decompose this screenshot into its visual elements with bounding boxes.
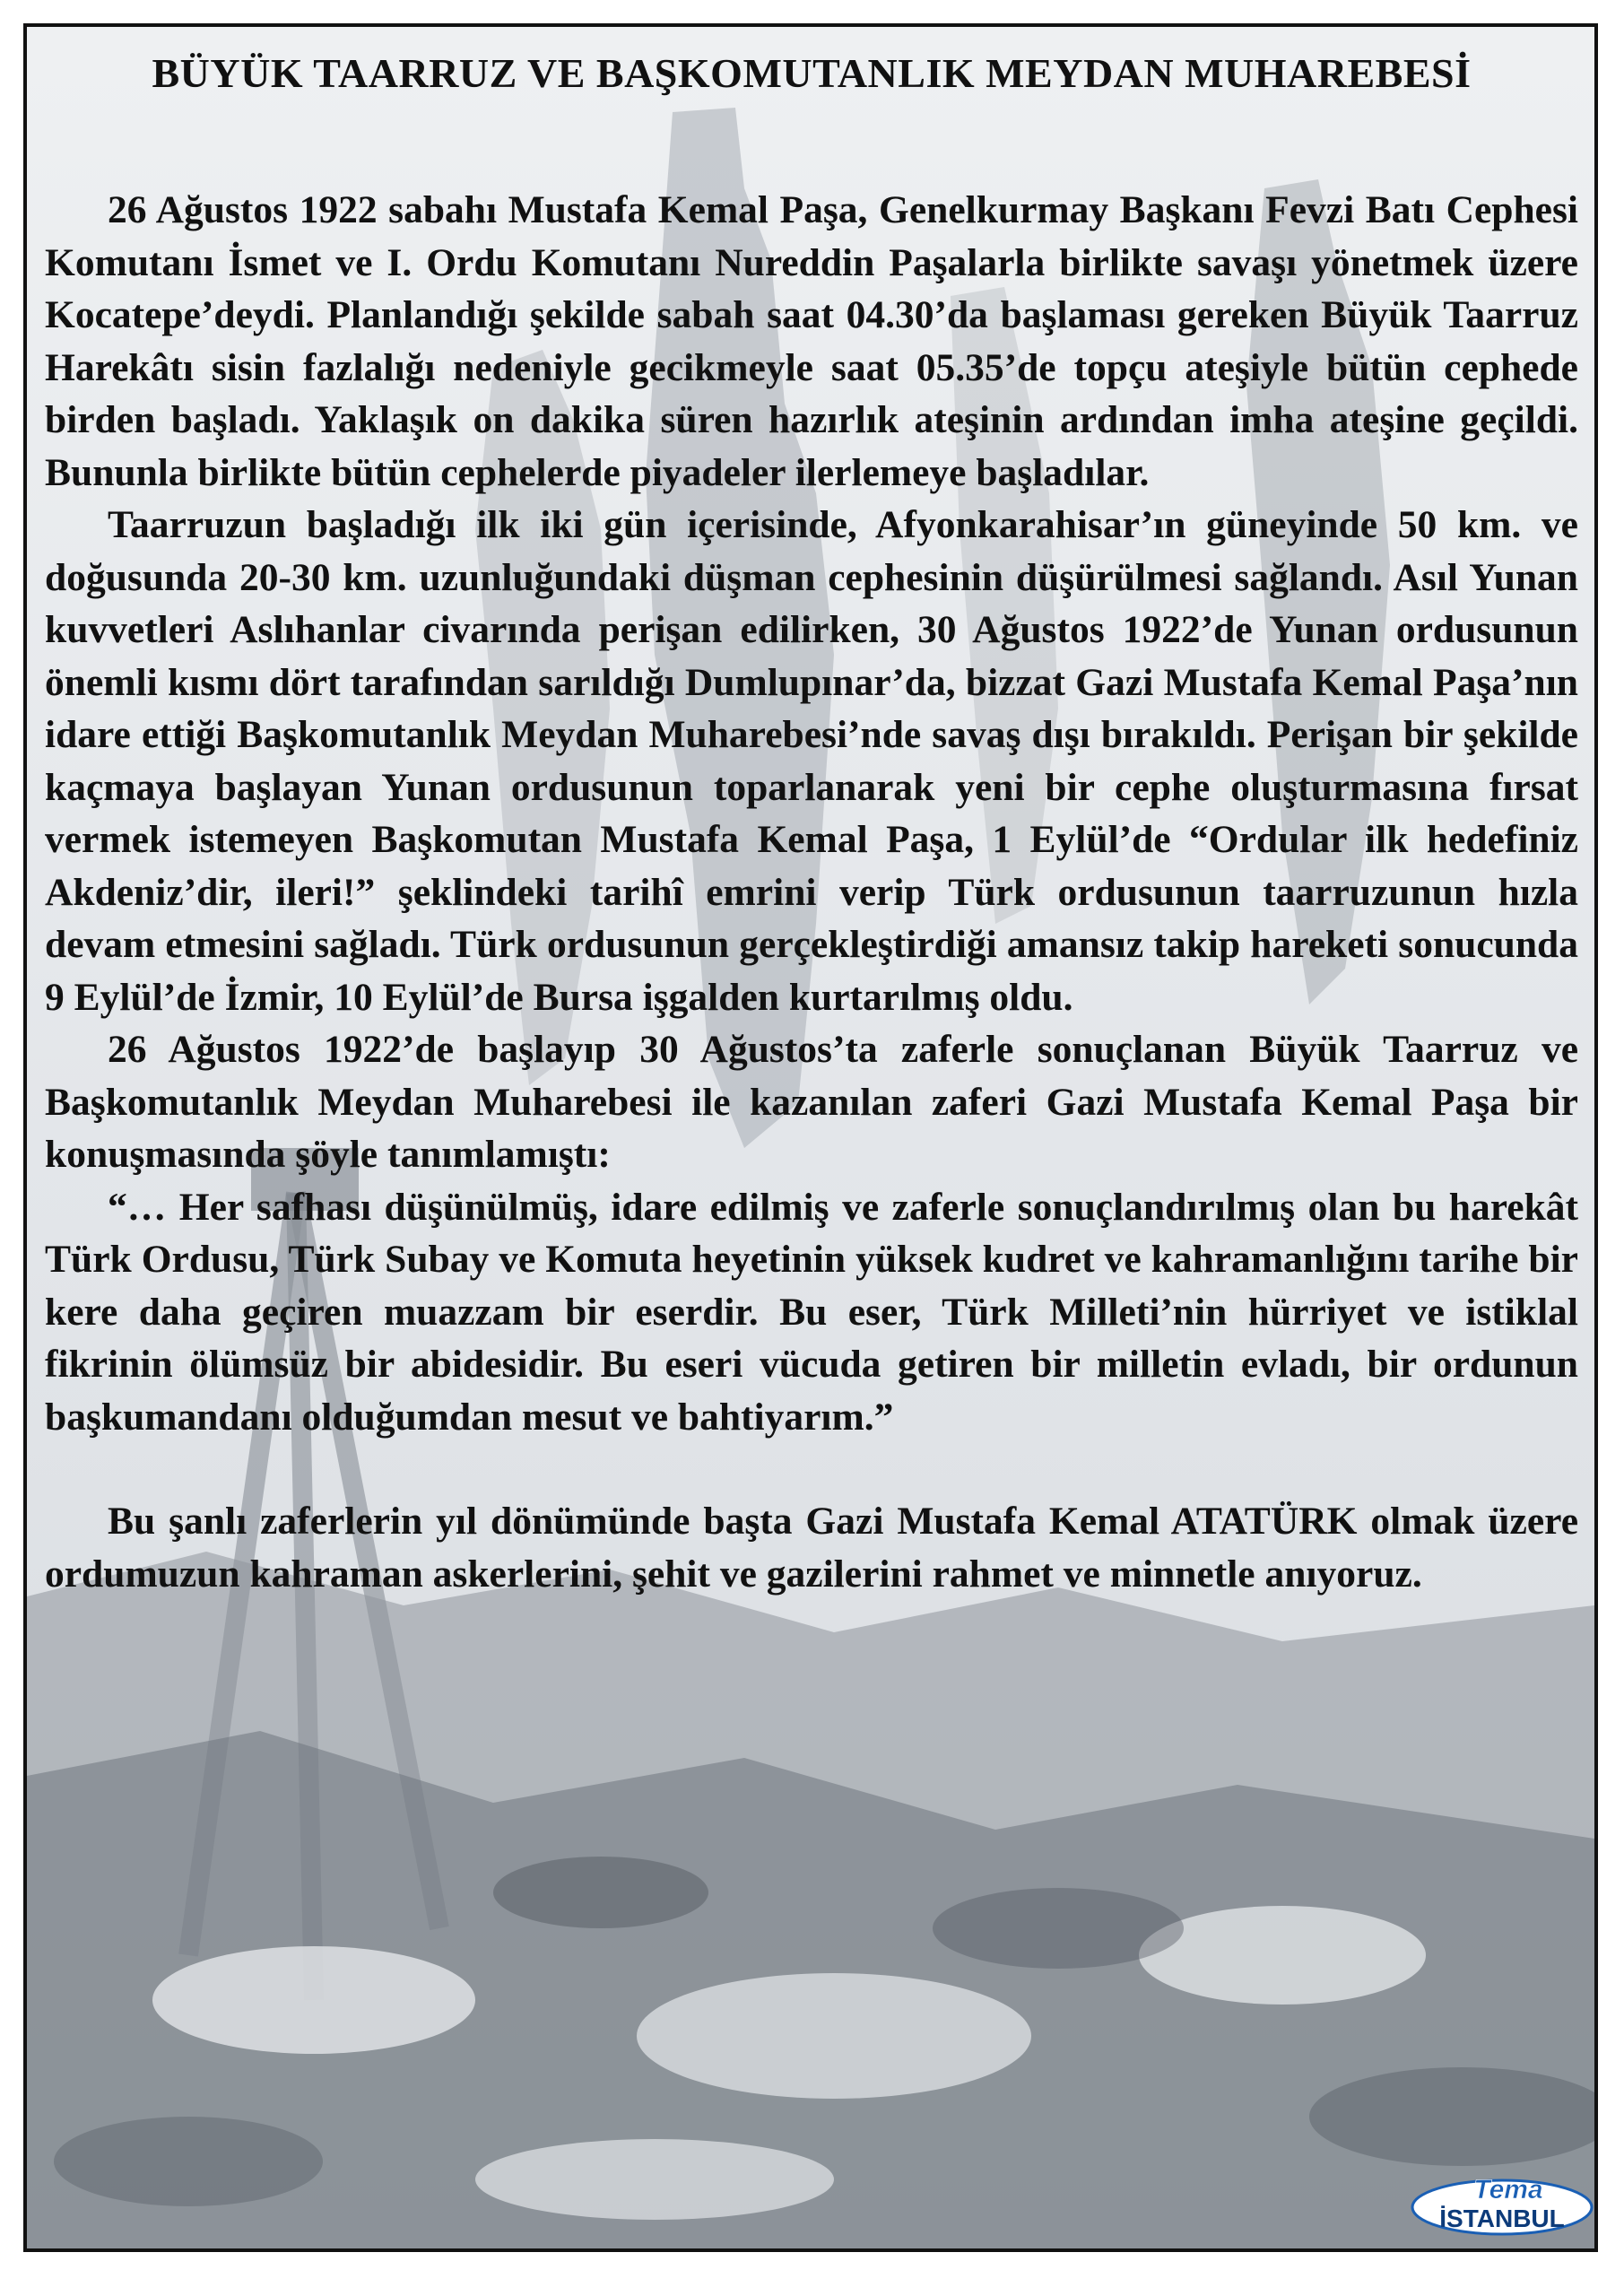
closing-paragraph: Bu şanlı zaferlerin yıl dönümünde başta Gazi Mustafa Kemal ATATÜRK olmak üzere ordumuzun kahraman askerlerini, şehit ve gazilerini rahmet ve minnetle anıyoruz. [45, 1500, 1578, 1596]
document-body [45, 184, 1578, 1600]
logo-line1: Tema [1473, 2175, 1543, 2205]
logo-line2: İSTANBUL [1439, 2205, 1565, 2232]
page-frame [23, 23, 1598, 2252]
paragraph: 26 Ağustos 1922 sabahı Mustafa Kemal Paşa, Genelkurmay Başkanı Fevzi Batı Cephesi Komutanı İsmet ve I. Ordu Komutanı Nureddin Paşalarla birlikte savaşı yönetmek üzere Kocatepe’deydi. Planlandığı şekilde sabah saat 04.30’da başlaması gereken Büyük Taarruz Harekâtı sisin fazlalığı nedeniyle gecikmeyle saat 05.35’de topçu ateşiyle bütün cephede birden başladı. Yaklaşık on dakika süren hazırlık ateşinin ardından imha ateşine geçildi. Bununla birlikte bütün cephelerde piyadeler ilerlemeye başladılar. [45, 188, 1578, 494]
quote-paragraph: “… Her safhası düşünülmüş, idare edilmiş ve zaferle sonuçlandırılmış olan bu harekât Türk Ordusu, Türk Subay ve Komuta heyetinin yüksek kudret ve kahramanlığını tarihe bir kere daha geçiren muazzam bir eserdir. Bu eser, Türk Milleti’nin hürriyet ve istiklal fikrinin ölümsüz bir abidesidir. Bu eseri vücuda getiren bir milletin evladı, bir ordunun başkumandanı olduğumdan mesut ve bahtiyarım.” [45, 1185, 1578, 1439]
paragraph: 26 Ağustos 1922’de başlayıp 30 Ağustos’ta zaferle sonuçlanan Büyük Taarruz ve Başkomutanlık Meydan Muharebesi ile kazanılan zaferi Gazi Mustafa Kemal Paşa bir konuşmasında şöyle tanımlamıştı: [45, 1028, 1578, 1177]
document-content [45, 27, 1578, 1600]
tema-istanbul-logo [1408, 2166, 1596, 2238]
document-title: BÜYÜK TAARRUZ VE BAŞKOMUTANLIK MEYDAN MUHAREBESİ [152, 50, 1472, 96]
paragraph: Taarruzun başladığı ilk iki gün içerisinde, Afyonkarahisar’ın güneyinde 50 km. ve doğusunda 20-30 km. uzunluğundaki düşman cephesinin düşürülmesi sağlandı. Asıl Yunan kuvvetleri Aslıhanlar civarında perişan edilirken, 30 Ağustos 1922’de Yunan ordusunun önemli kısmı dört tarafından sarıldığı Dumlupınar’da, bizzat Gazi Mustafa Kemal Paşa’nın idare ettiği Başkomutanlık Meydan Muharebesi’nde savaş dışı bırakıldı. Perişan bir şekilde kaçmaya başlayan Yunan ordusunun toparlanarak yeni bir cephe oluşturmasına fırsat vermek istemeyen Başkomutan Mustafa Kemal Paşa, 1 Eylül’de “Ordular ilk hedefiniz Akdeniz’dir, ileri!” şeklindeki tarihî emrini verip Türk ordusunun taarruzunun hızla devam etmesini sağladı. Türk ordusunun gerçekleştirdiği amansız takip hareketi sonucunda 9 Eylül’de İzmir, 10 Eylül’de Bursa işgalden kurtarılmış oldu. [45, 503, 1578, 1019]
